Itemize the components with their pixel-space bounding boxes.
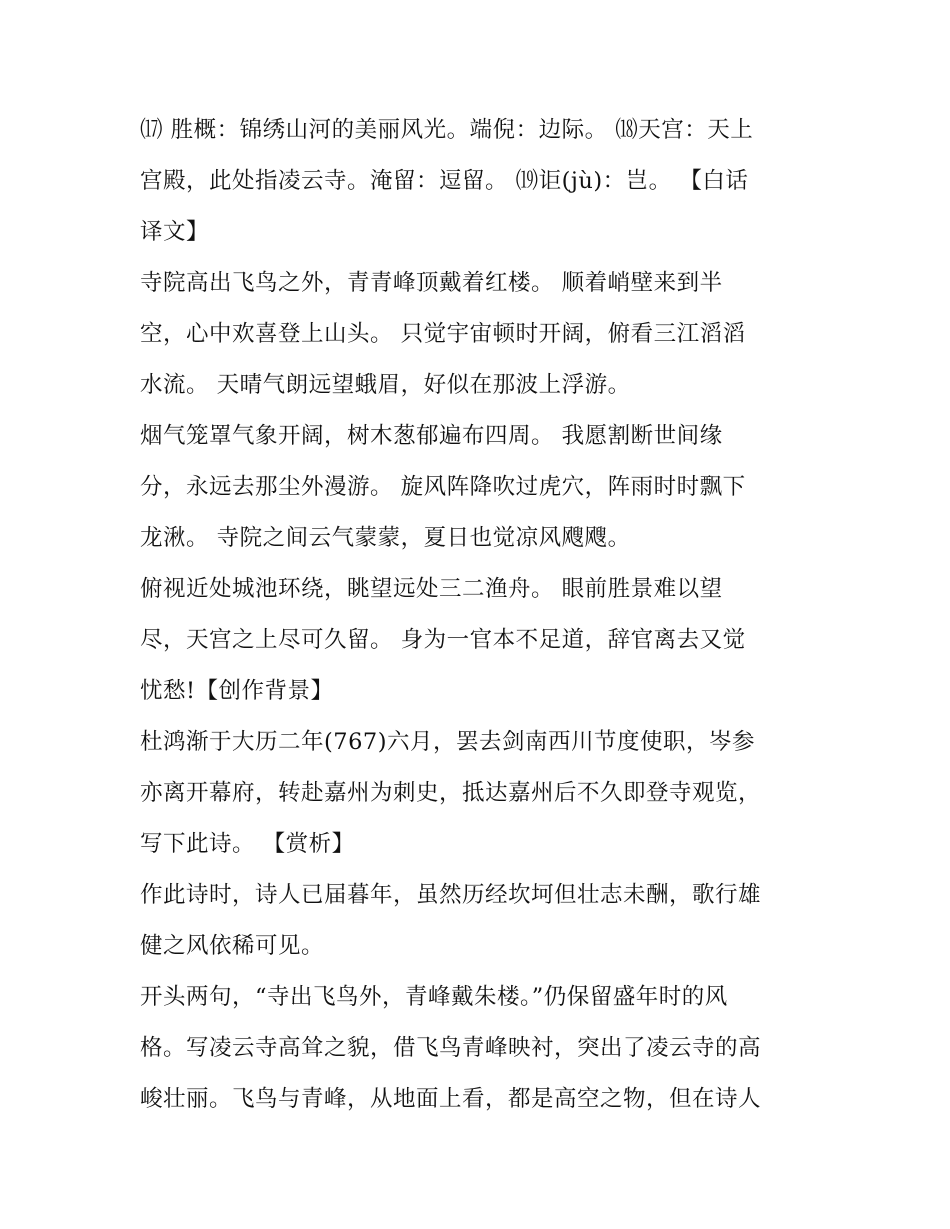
text-line: 作此诗时，诗人已届暮年，虽然历经坎坷但壮志未酬，歌行雄 [140,882,762,908]
text-line: 宫殿，此处指凌云寺。淹留：逗留。 ⒆讵(jù)：岂。 【白话 [140,168,749,194]
text-line: 分，永远去那尘外漫游。 旋风阵降吹过虎穴，阵雨时时飘下 [140,474,746,500]
text-line: 格。写凌云寺高耸之貌，借飞鸟青峰映衬，突出了凌云寺的高 [140,1035,762,1061]
text-line: 空，心中欢喜登上山头。 只觉宇宙顿时开阔，俯看三江滔滔 [140,321,746,347]
text-line: 峻壮丽。飞鸟与青峰，从地面上看，都是高空之物，但在诗人 [140,1086,762,1112]
text-line: 杜鸿渐于大历二年(767)六月，罢去剑南西川节度使职，岑参 [140,729,756,755]
text-line: 译文】 [140,219,210,245]
text-line: 寺院高出飞鸟之外，青青峰顶戴着红楼。 顺着峭壁来到半 [140,270,723,296]
text-line: 亦离开幕府，转赴嘉州为刺史，抵达嘉州后不久即登寺观览， [140,780,762,806]
text-line: ⒄ 胜概：锦绣山河的美丽风光。端倪：边际。 ⒅天宫：天上 [140,117,754,143]
text-line: 俯视近处城池环绕，眺望远处三二渔舟。 眼前胜景难以望 [140,576,723,602]
text-line: 写下此诗。 【赏析】 [140,831,355,857]
text-line: 开头两句，“寺出飞鸟外，青峰戴朱楼。”仍保留盛年时的风 [140,984,728,1010]
text-line: 健之风依稀可见。 [140,933,325,959]
text-line: 龙湫。 寺院之间云气蒙蒙，夏日也觉凉风飕飕。 [140,525,631,551]
text-line: 尽，天宫之上尽可久留。 身为一官本不足道，辞官离去又觉 [140,627,746,653]
text-line: 水流。 天晴气朗远望蛾眉，好似在那波上浮游。 [140,372,631,398]
text-line: 烟气笼罩气象开阔，树木葱郁遍布四周。 我愿割断世间缘 [140,423,723,449]
text-line: 忧愁!【创作背景】 [140,678,334,704]
